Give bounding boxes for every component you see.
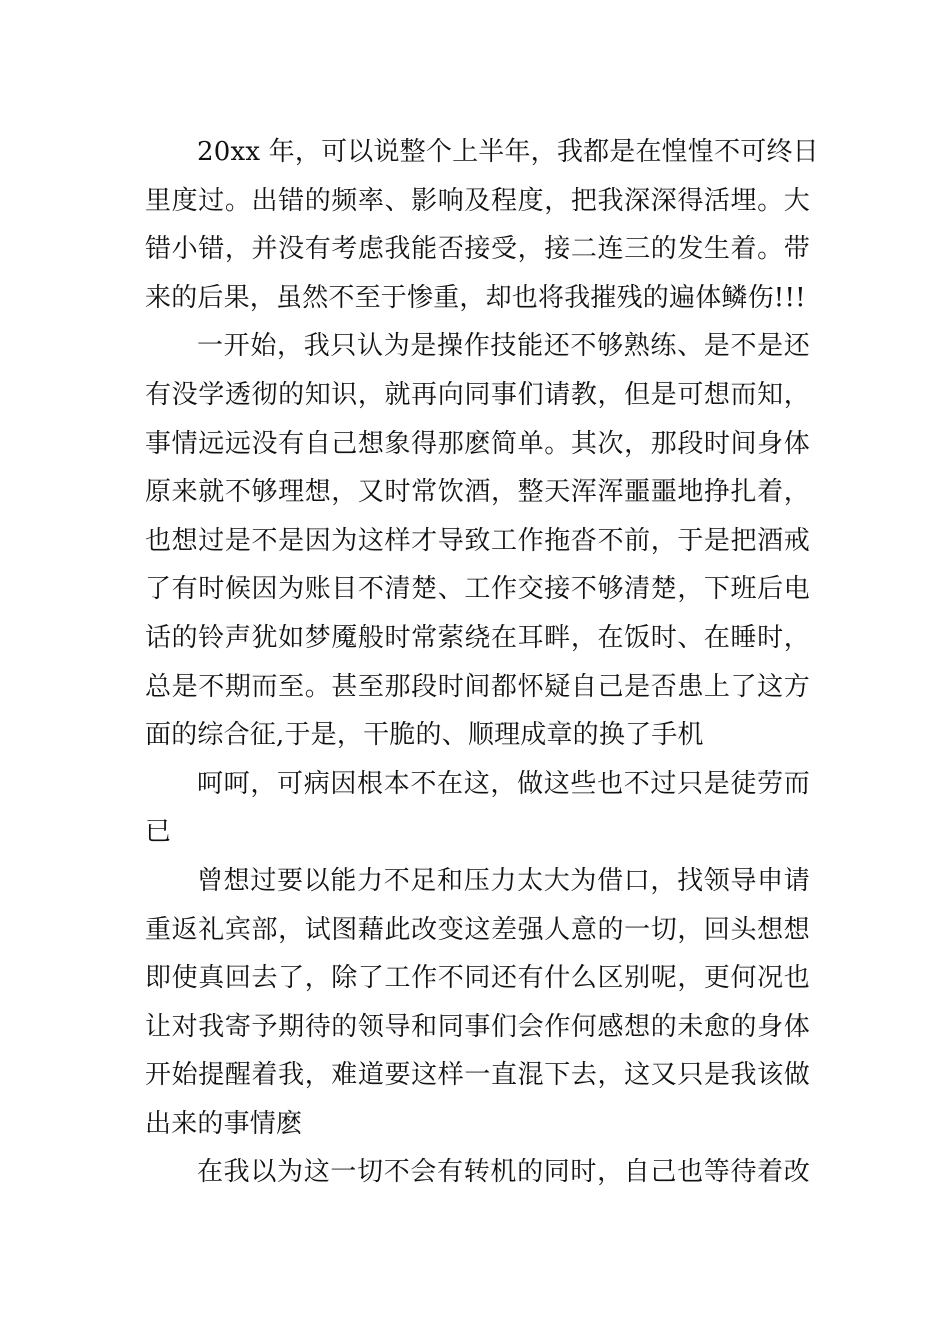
text-line: 总是不期而至。甚至那段时间都怀疑自己是否患上了这方 <box>145 671 810 702</box>
text-line: 重返礼宾部，试图藉此改变这差强人意的一切，回头想想 <box>145 914 810 945</box>
text-line: 错小错，并没有考虑我能否接受，接二连三的发生着。带 <box>145 234 810 265</box>
text-line: 也想过是不是因为这样才导致工作拖沓不前，于是把酒戒 <box>145 525 810 556</box>
text-line: 让对我寄予期待的领导和同事们会作何感想的未愈的身体 <box>145 1011 810 1042</box>
paragraph <box>145 1148 810 1197</box>
text-line: 一开始，我只认为是操作技能还不够熟练、是不是还 <box>197 331 810 362</box>
text-line: 了有时候因为账目不清楚、工作交接不够清楚，下班后电 <box>145 574 810 605</box>
text-line: 原来就不够理想，又时常饮酒，整天浑浑噩噩地挣扎着， <box>145 477 810 508</box>
text-line: 开始提醒着我，难道要这样一直混下去，这又只是我该做 <box>145 1060 810 1091</box>
text-line: 曾想过要以能力不足和压力太大为借口，找领导申请 <box>197 865 810 896</box>
text-line: 事情远远没有自己想象得那麽简单。其次，那段时间身体 <box>145 428 810 459</box>
paragraph <box>145 760 810 857</box>
text-line: 呵呵，可病因根本不在这，做这些也不过只是徒劳而 <box>197 768 810 799</box>
document-body <box>145 128 819 1197</box>
text-line: 在我以为这一切不会有转机的同时，自己也等待着改 <box>197 1157 810 1188</box>
text-line: 来的后果，虽然不至于惨重，却也将我摧残的遍体鳞伤!!! <box>145 282 806 313</box>
paragraph <box>145 128 819 322</box>
text-line: 里度过。出错的频率、影响及程度，把我深深得活埋。大 <box>145 185 810 216</box>
text-line: 有没学透彻的知识，就再向同事们请教，但是可想而知， <box>145 379 810 410</box>
text-line: 话的铃声犹如梦魇般时常萦绕在耳畔，在饭时、在睡时， <box>145 622 810 653</box>
text-line: 已 <box>145 817 172 848</box>
text-line: 面的综合征,于是，干脆的、顺理成章的换了手机 <box>145 720 704 751</box>
text-line: 出来的事情麽 <box>145 1108 303 1139</box>
paragraph <box>145 322 810 759</box>
paragraph <box>145 857 810 1149</box>
text-line: 20xx 年，可以说整个上半年，我都是在惶惶不可终日 <box>197 137 819 167</box>
text-line: 即使真回去了，除了工作不同还有什么区别呢，更何况也 <box>145 963 810 994</box>
